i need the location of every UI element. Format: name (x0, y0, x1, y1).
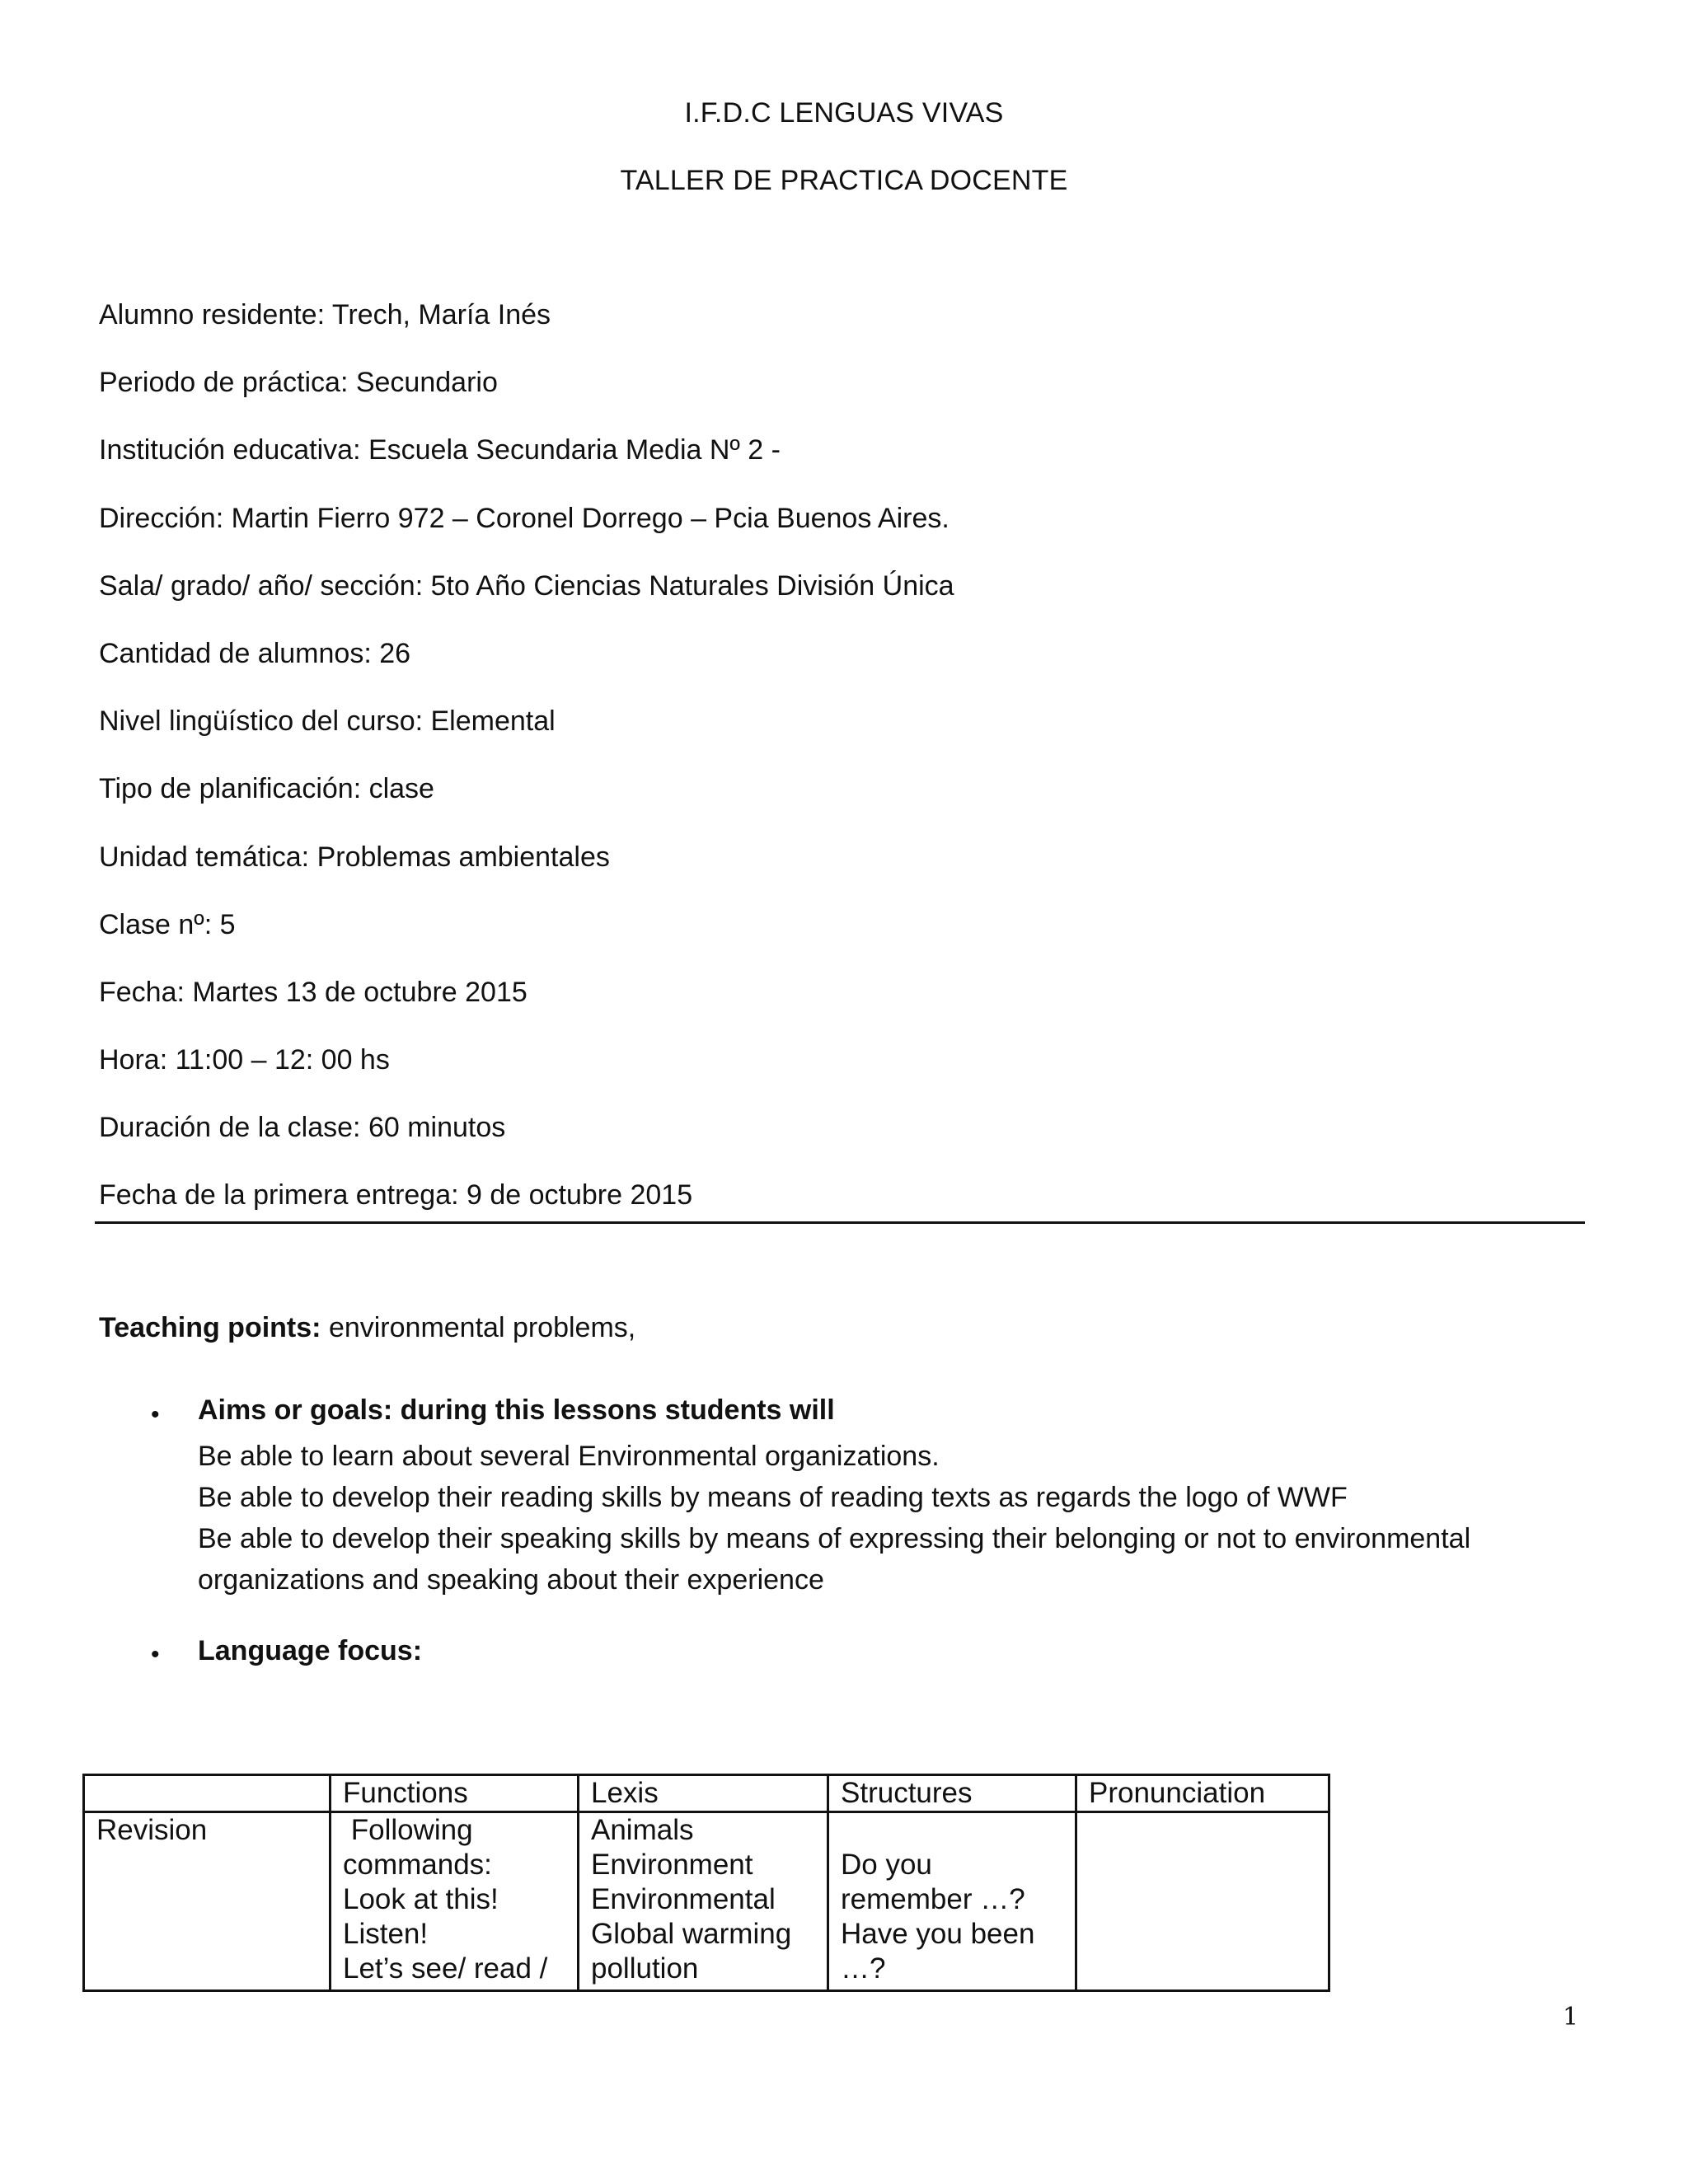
table-row (84, 1812, 1329, 1991)
row-label-cell (84, 1812, 331, 1991)
institution-title: I.F.D.C LENGUAS VIVAS (684, 97, 1004, 129)
function-item: Let’s see/ read / (343, 1952, 548, 1985)
teaching-points-label: Teaching points: (99, 1312, 321, 1343)
functions-cell (331, 1812, 579, 1991)
meta-institution: Institución educativa: Escuela Secundaria Media Nº 2 - (99, 434, 781, 466)
meta-language-level: Nivel lingüístico del curso: Elemental (99, 705, 556, 738)
aims-heading: Aims or goals: during this lessons students will (198, 1394, 835, 1426)
meta-duration: Duración de la clase: 60 minutos (99, 1112, 506, 1144)
meta-class-number: Clase nº: 5 (99, 908, 236, 940)
structures-cell (828, 1812, 1076, 1991)
meta-time: Hora: 11:00 – 12: 00 hs (99, 1044, 390, 1076)
aims-list (198, 1436, 1599, 1601)
page-number: 1 (1563, 2003, 1579, 2032)
aim-item: organizations and speaking about their experience (198, 1564, 824, 1596)
lexis-item: Environment (591, 1849, 753, 1881)
teaching-points (99, 1312, 635, 1344)
lexis-item: Global warming (591, 1918, 792, 1950)
aim-item: Be able to develop their speaking skills by means of expressing their belonging or not to environmental (198, 1523, 1471, 1554)
structure-item: Do you (841, 1849, 932, 1881)
table-header-cell: Functions (331, 1775, 579, 1812)
lexis-cell (579, 1812, 828, 1991)
meta-student: Alumno residente: Trech, María Inés (99, 299, 551, 330)
meta-student-count: Cantidad de alumnos: 26 (99, 637, 411, 669)
aim-item: Be able to develop their reading skills by means of reading texts as regards the logo of WWF (198, 1482, 1348, 1513)
meta-practice-period: Periodo de práctica: Secundario (99, 367, 498, 399)
structure-item: remember …? (841, 1883, 1025, 1915)
function-item: Listen! (343, 1918, 429, 1950)
lexis-item: Environmental (591, 1883, 776, 1915)
meta-address: Dirección: Martin Fierro 972 – Coronel Dorrego – Pcia Buenos Aires. (99, 502, 950, 534)
table-header-cell: Structures (828, 1775, 1076, 1812)
meta-date: Fecha: Martes 13 de octubre 2015 (99, 976, 528, 1008)
structure-item: …? (841, 1952, 886, 1985)
structure-item: Have you been (841, 1918, 1035, 1950)
function-item: Following (343, 1814, 473, 1846)
table-header-cell: Lexis (579, 1775, 828, 1812)
function-item: Look at this! (343, 1883, 499, 1915)
pronunciation-cell (1076, 1812, 1329, 1991)
language-focus-heading: Language focus: (198, 1635, 423, 1666)
teaching-points-value: environmental problems, (328, 1312, 636, 1343)
aim-item: Be able to learn about several Environmental organizations. (198, 1441, 940, 1472)
bullet-icon: • (151, 1401, 160, 1428)
lexis-item: Animals (591, 1814, 694, 1846)
meta-first-delivery: Fecha de la primera entrega: 9 de octubre 2015 (99, 1179, 693, 1212)
table-header-row (84, 1775, 1329, 1812)
lesson-metadata-list (99, 298, 954, 1247)
function-item: commands: (343, 1849, 492, 1881)
bullet-icon: • (151, 1641, 160, 1668)
meta-grade-section: Sala/ grado/ año/ sección: 5to Año Ciencias Naturales División Única (99, 569, 954, 602)
meta-plan-type: Tipo de planificación: clase (99, 773, 434, 805)
cell-spacer (841, 1813, 1063, 1848)
table-header-cell: Pronunciation (1076, 1775, 1329, 1812)
meta-unit: Unidad temática: Problemas ambientales (99, 841, 610, 873)
row-label: Revision (96, 1814, 208, 1846)
language-focus-table (82, 1774, 1330, 1992)
table-header-cell (84, 1775, 331, 1812)
workshop-title: TALLER DE PRACTICA DOCENTE (620, 165, 1068, 196)
section-divider (95, 1221, 1585, 1224)
lexis-item: pollution (591, 1952, 699, 1985)
